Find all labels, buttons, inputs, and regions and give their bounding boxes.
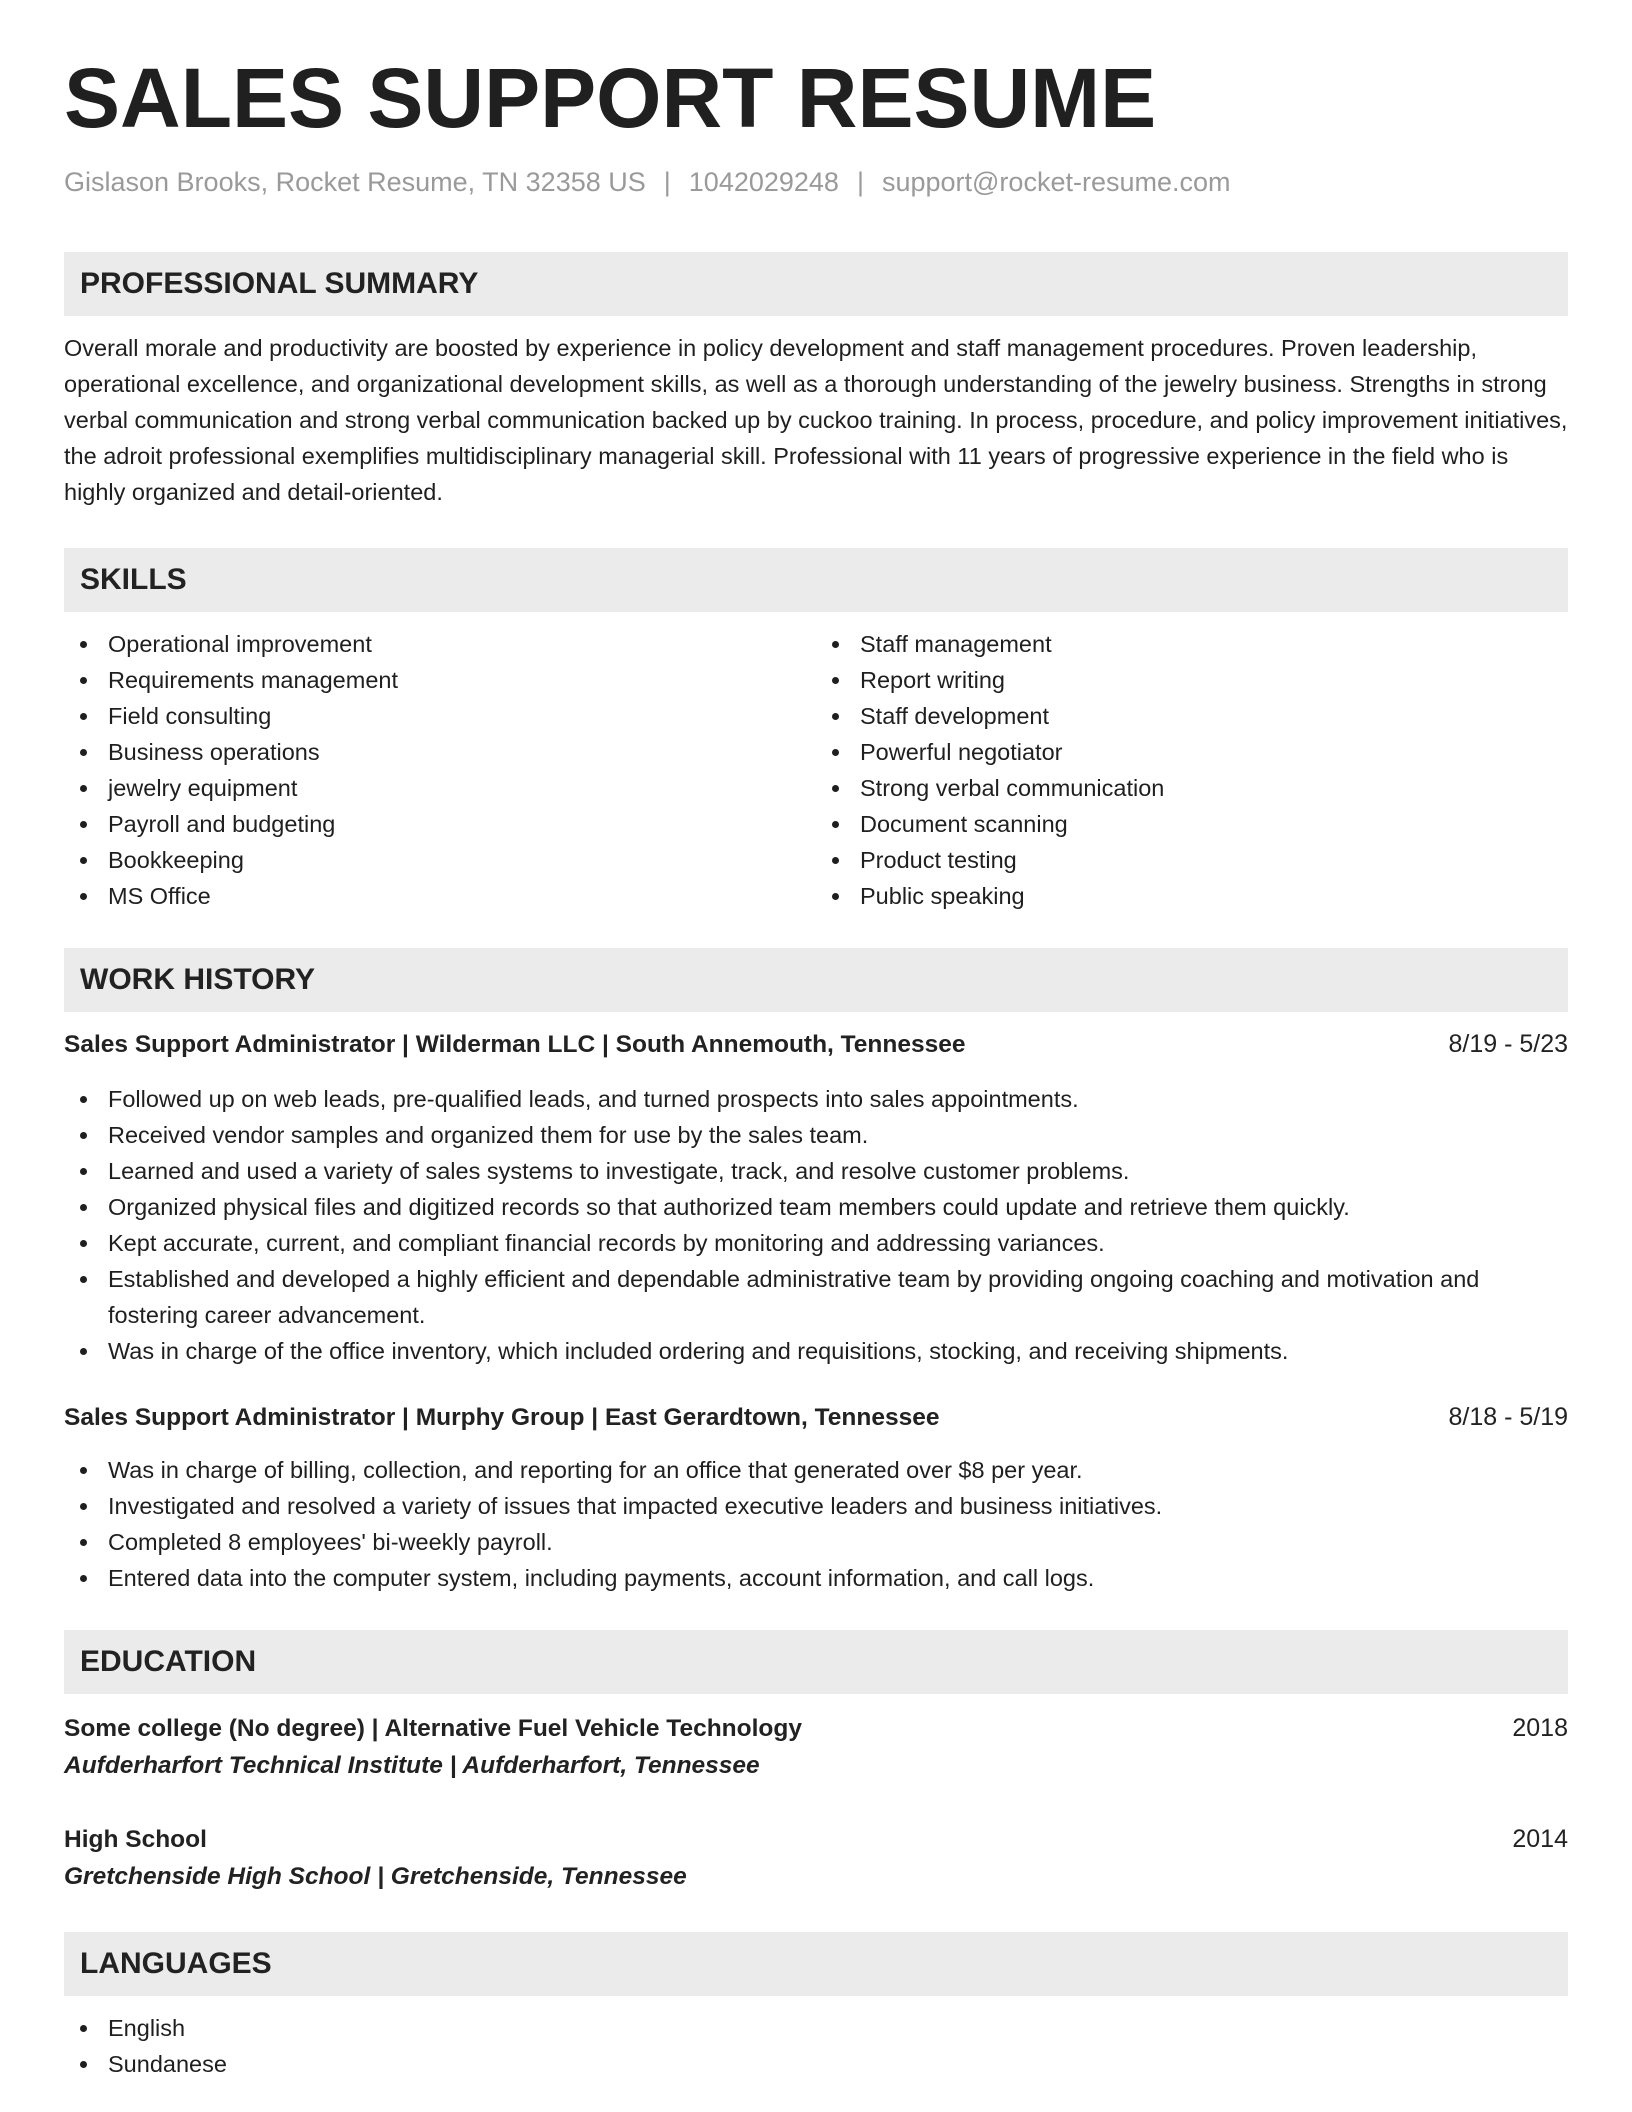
bullet-icon <box>832 785 839 792</box>
skill-item <box>64 734 816 770</box>
work-section-header: WORK HISTORY <box>64 948 1568 1012</box>
bullet-icon <box>80 1348 87 1355</box>
duty-item <box>64 1560 1568 1596</box>
duty-text: Followed up on web leads, pre-qualified leads, and turned prospects into sales appointments. <box>108 1086 1079 1113</box>
bullet-icon <box>80 749 87 756</box>
job-entry <box>64 1399 1568 1596</box>
duty-text: Received vendor samples and organized them for use by the sales team. <box>108 1122 869 1149</box>
skills-section-header: SKILLS <box>64 548 1568 612</box>
job-dates: 8/19 - 5/23 <box>1448 1030 1568 1059</box>
skill-item <box>816 878 1568 914</box>
bullet-icon <box>80 1240 87 1247</box>
bullet-icon <box>80 857 87 864</box>
skill-label: Business operations <box>108 739 320 766</box>
skill-item <box>64 698 816 734</box>
skill-item <box>816 806 1568 842</box>
skills-grid <box>64 626 1568 914</box>
job-duties <box>64 1452 1568 1596</box>
skill-label: Product testing <box>860 847 1017 874</box>
contact-separator: | <box>663 167 671 197</box>
bullet-icon <box>80 1276 87 1283</box>
bullet-icon <box>80 1132 87 1139</box>
job-entry <box>64 1026 1568 1369</box>
skills-column-left <box>64 626 816 914</box>
language-item <box>64 2010 1568 2046</box>
contact-email: support@rocket-resume.com <box>881 167 1231 197</box>
job-title: Sales Support Administrator | Wilderman LLC | South Annemouth, Tennessee <box>64 1031 966 1059</box>
job-title: Sales Support Administrator | Murphy Group | East Gerardtown, Tennessee <box>64 1404 940 1432</box>
skill-label: Requirements management <box>108 667 398 694</box>
bullet-icon <box>832 857 839 864</box>
bullet-icon <box>80 1467 87 1474</box>
duty-text: Kept accurate, current, and compliant financial records by monitoring and addressing variances. <box>108 1230 1105 1257</box>
bullet-icon <box>832 821 839 828</box>
education-year: 2014 <box>1512 1825 1568 1854</box>
duty-text: Established and developed a highly efficient and dependable administrative team by providing ongoing coaching and motivation and fostering career advancement. <box>108 1266 1480 1329</box>
bullet-icon <box>80 1539 87 1546</box>
skill-label: Public speaking <box>860 883 1025 910</box>
bullet-icon <box>80 1503 87 1510</box>
duty-item <box>64 1488 1568 1524</box>
duty-text: Organized physical files and digitized records so that authorized team members could update and retrieve them quickly. <box>108 1194 1350 1221</box>
duty-item <box>64 1189 1568 1225</box>
skill-item <box>816 698 1568 734</box>
skill-label: Bookkeeping <box>108 847 244 874</box>
duty-text: Investigated and resolved a variety of issues that impacted executive leaders and business initiatives. <box>108 1493 1163 1520</box>
languages-list <box>64 2010 1568 2082</box>
skill-label: Operational improvement <box>108 631 372 658</box>
skills-list-right <box>816 626 1568 914</box>
bullet-icon <box>832 749 839 756</box>
bullet-icon <box>80 2061 87 2068</box>
skill-label: Payroll and budgeting <box>108 811 336 838</box>
skills-list-left <box>64 626 816 914</box>
language-label: English <box>108 2015 186 2042</box>
bullet-icon <box>80 821 87 828</box>
skill-item <box>816 734 1568 770</box>
skill-item <box>816 662 1568 698</box>
skill-item <box>816 770 1568 806</box>
skill-label: Strong verbal communication <box>860 775 1165 802</box>
skill-label: Staff management <box>860 631 1052 658</box>
job-header <box>64 1026 1568 1063</box>
skill-item <box>816 626 1568 662</box>
job-duties <box>64 1081 1568 1369</box>
education-section-header: EDUCATION <box>64 1630 1568 1694</box>
contact-separator: | <box>856 167 864 197</box>
duty-text: Was in charge of the office inventory, which included ordering and requisitions, stocking, and receiving shipments. <box>108 1338 1289 1365</box>
summary-text: Overall morale and productivity are boosted by experience in policy development and staff management procedures. Proven leadership, operational excellence, and organizational development skills, as well as a thorough understanding of the jewelry business. Strengths in strong verbal communication and strong verbal communication backed up by cuckoo training. In process, procedure, and policy improvement initiatives, the adroit professional exemplifies multidisciplinary managerial skill. Professional with 11 years of progressive experience in the field who is highly organized and detail-oriented. <box>64 335 1568 506</box>
duty-item <box>64 1081 1568 1117</box>
education-entry <box>64 1821 1568 1896</box>
duty-item <box>64 1524 1568 1560</box>
summary-section-header: PROFESSIONAL SUMMARY <box>64 252 1568 316</box>
skill-item <box>64 770 816 806</box>
education-year: 2018 <box>1512 1714 1568 1743</box>
skills-column-right <box>816 626 1568 914</box>
bullet-icon <box>80 1168 87 1175</box>
bullet-icon <box>80 2025 87 2032</box>
contact-address: Gislason Brooks, Rocket Resume, TN 32358 US <box>64 167 646 197</box>
bullet-icon <box>80 677 87 684</box>
skill-item <box>64 806 816 842</box>
bullet-icon <box>80 1575 87 1582</box>
skill-label: Field consulting <box>108 703 272 730</box>
contact-line <box>64 166 1568 198</box>
bullet-icon <box>80 1096 87 1103</box>
skill-label: Document scanning <box>860 811 1068 838</box>
bullet-icon <box>80 785 87 792</box>
languages-section-header: LANGUAGES <box>64 1932 1568 1996</box>
duty-item <box>64 1225 1568 1261</box>
duty-item <box>64 1452 1568 1488</box>
contact-phone: 1042029248 <box>688 167 839 197</box>
duty-item <box>64 1153 1568 1189</box>
duty-item <box>64 1117 1568 1153</box>
duty-item <box>64 1261 1568 1333</box>
bullet-icon <box>832 713 839 720</box>
education-header <box>64 1710 1568 1747</box>
bullet-icon <box>80 641 87 648</box>
skill-item <box>816 842 1568 878</box>
duty-text: Was in charge of billing, collection, and reporting for an office that generated over $8 per year. <box>108 1457 1083 1484</box>
education-school: Aufderharfort Technical Institute | Aufderharfort, Tennessee <box>64 1752 760 1780</box>
language-label: Sundanese <box>108 2051 227 2078</box>
skill-label: MS Office <box>108 883 211 910</box>
duty-text: Completed 8 employees' bi-weekly payroll. <box>108 1529 553 1556</box>
job-header <box>64 1399 1568 1436</box>
skill-label: jewelry equipment <box>108 775 298 802</box>
bullet-icon <box>832 641 839 648</box>
education-degree: Some college (No degree) | Alternative Fuel Vehicle Technology <box>64 1715 802 1743</box>
duty-text: Learned and used a variety of sales systems to investigate, track, and resolve customer problems. <box>108 1158 1130 1185</box>
skill-label: Powerful negotiator <box>860 739 1063 766</box>
education-school: Gretchenside High School | Gretchenside, Tennessee <box>64 1863 687 1891</box>
resume-title: SALES SUPPORT RESUME <box>64 51 1157 145</box>
duty-text: Entered data into the computer system, including payments, account information, and call logs. <box>108 1565 1095 1592</box>
duty-item <box>64 1333 1568 1369</box>
bullet-icon <box>80 893 87 900</box>
skill-item <box>64 842 816 878</box>
bullet-icon <box>80 713 87 720</box>
language-item <box>64 2046 1568 2082</box>
skill-item <box>64 662 816 698</box>
education-degree: High School <box>64 1826 207 1854</box>
skill-label: Staff development <box>860 703 1049 730</box>
skill-item <box>64 878 816 914</box>
bullet-icon <box>832 893 839 900</box>
job-dates: 8/18 - 5/19 <box>1448 1403 1568 1432</box>
skill-item <box>64 626 816 662</box>
bullet-icon <box>80 1204 87 1211</box>
education-header <box>64 1821 1568 1858</box>
education-entry <box>64 1710 1568 1785</box>
bullet-icon <box>832 677 839 684</box>
skill-label: Report writing <box>860 667 1005 694</box>
